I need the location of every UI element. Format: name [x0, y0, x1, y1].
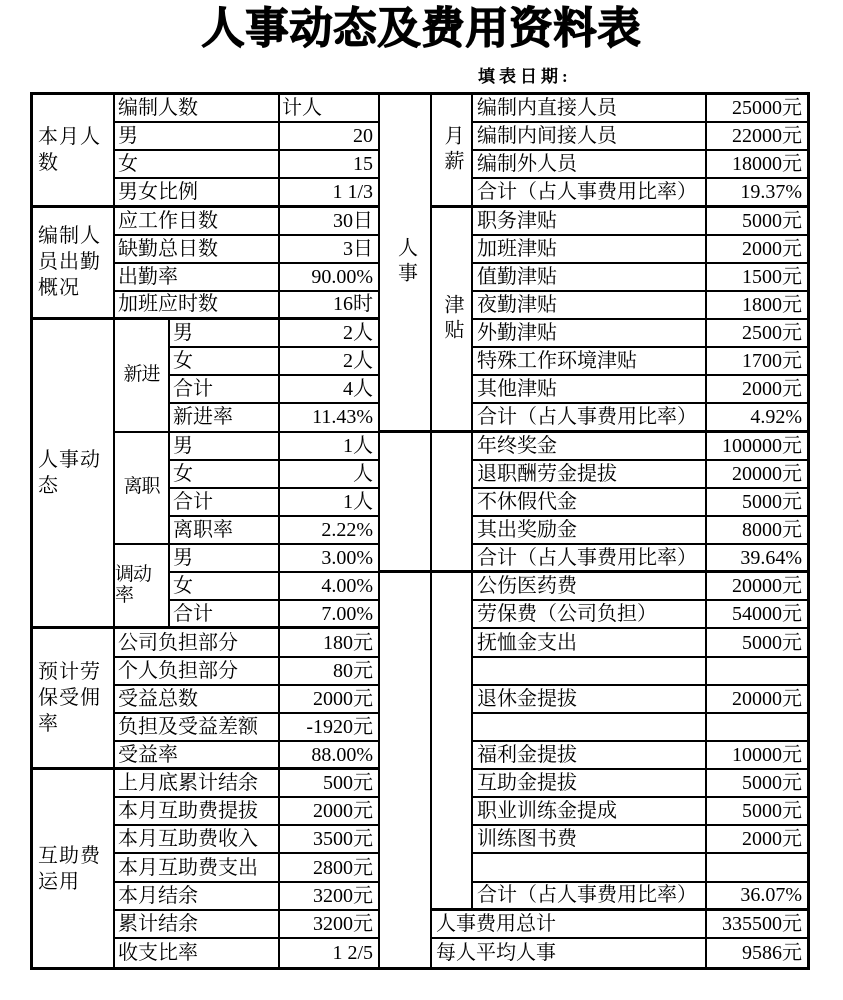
item-label: 不休假代金 [473, 489, 707, 517]
item-value: 2500元 [707, 320, 807, 348]
spine-blank-cell [380, 433, 432, 574]
item-value: 90.00% [280, 264, 380, 292]
item-label: 负担及受益差额 [115, 714, 280, 742]
item-label: 本月互助费提拔 [115, 798, 280, 826]
subsection-label: 离职 [115, 433, 170, 546]
item-label: 编制外人员 [473, 151, 707, 179]
item-label: 其他津贴 [473, 376, 707, 404]
item-value: 1人 [280, 489, 380, 517]
item-value: 39.64% [707, 545, 807, 573]
item-label: 女 [115, 151, 280, 179]
item-label: 编制内间接人员 [473, 123, 707, 151]
item-value: 1500元 [707, 264, 807, 292]
item-value: 1人 [280, 433, 380, 461]
item-value: 3.00% [280, 545, 380, 573]
item-label: 外勤津贴 [473, 320, 707, 348]
item-value: 54000元 [707, 601, 807, 629]
item-value: 80元 [280, 658, 380, 686]
blank-cell [473, 854, 707, 882]
item-label: 本月结余 [115, 883, 280, 911]
item-value: 18000元 [707, 151, 807, 179]
item-value: 25000元 [707, 95, 807, 123]
subsection-label: 调动率 [115, 545, 170, 629]
blank-cell [707, 714, 807, 742]
item-value: 5000元 [707, 798, 807, 826]
item-label: 男 [115, 123, 280, 151]
item-value: 20000元 [707, 573, 807, 601]
item-label: 互助金提拔 [473, 770, 707, 798]
blank-cell [473, 714, 707, 742]
fill-date-label: 填表日期: [478, 67, 572, 86]
item-value: 1 1/3 [280, 179, 380, 207]
item-label: 受益率 [115, 742, 280, 770]
item-value: 3日 [280, 236, 380, 264]
right-group-label: 津贴 [432, 208, 473, 433]
item-value: 5000元 [707, 770, 807, 798]
item-label: 新进率 [170, 404, 280, 432]
item-value: 4.92% [707, 404, 807, 432]
footer-value: 335500元 [707, 911, 807, 939]
item-value: 2800元 [280, 854, 380, 882]
item-value: 2人 [280, 320, 380, 348]
item-value: 4人 [280, 376, 380, 404]
item-label: 受益总数 [115, 686, 280, 714]
item-label: 公司负担部分 [115, 629, 280, 657]
subsection-label: 新进 [115, 320, 170, 433]
item-value: 30日 [280, 208, 380, 236]
item-value: 20 [280, 123, 380, 151]
item-value: 2000元 [280, 798, 380, 826]
item-label: 出勤率 [115, 264, 280, 292]
item-value: 2000元 [280, 686, 380, 714]
item-label: 合计 [170, 489, 280, 517]
item-value: 20000元 [707, 686, 807, 714]
item-value: 2000元 [707, 826, 807, 854]
blank-cell [707, 854, 807, 882]
item-value: 180元 [280, 629, 380, 657]
item-label: 其出奖励金 [473, 517, 707, 545]
item-label: 编制内直接人员 [473, 95, 707, 123]
item-value: 15 [280, 151, 380, 179]
spine-label: 人事 [380, 95, 432, 433]
right-group-blank [432, 433, 473, 574]
item-label: 抚恤金支出 [473, 629, 707, 657]
item-value: 11.43% [280, 404, 380, 432]
item-value: 100000元 [707, 433, 807, 461]
left-section-label: 本月人数 [33, 95, 115, 208]
item-value: 2.22% [280, 517, 380, 545]
item-label: 退职酬劳金提拔 [473, 461, 707, 489]
item-label: 劳保费（公司负担） [473, 601, 707, 629]
item-value: 5000元 [707, 489, 807, 517]
item-value: 22000元 [707, 123, 807, 151]
item-label: 累计结余 [115, 911, 280, 939]
item-label: 上月底累计结余 [115, 770, 280, 798]
item-value: 5000元 [707, 208, 807, 236]
left-section-label: 编制人员出勤概况 [33, 208, 115, 321]
item-value: 2000元 [707, 236, 807, 264]
right-group-label: 月薪 [432, 95, 473, 208]
item-label: 福利金提拔 [473, 742, 707, 770]
item-value: 10000元 [707, 742, 807, 770]
item-value: 人 [280, 461, 380, 489]
item-label: 男 [170, 433, 280, 461]
item-label: 合计（占人事费用比率） [473, 545, 707, 573]
item-label: 特殊工作环境津贴 [473, 348, 707, 376]
spine-blank-cell [380, 573, 432, 967]
item-label: 女 [170, 348, 280, 376]
item-label: 女 [170, 461, 280, 489]
item-label: 女 [170, 573, 280, 601]
item-value: 4.00% [280, 573, 380, 601]
item-value: 88.00% [280, 742, 380, 770]
right-group-blank [432, 573, 473, 911]
item-label: 离职率 [170, 517, 280, 545]
item-label: 合计（占人事费用比率） [473, 179, 707, 207]
item-value: 8000元 [707, 517, 807, 545]
item-label: 训练图书费 [473, 826, 707, 854]
item-value: 1 2/5 [280, 939, 380, 967]
item-label: 合计 [170, 601, 280, 629]
item-label: 收支比率 [115, 939, 280, 967]
item-value: 16时 [280, 292, 380, 320]
item-value: 36.07% [707, 883, 807, 911]
item-label: 职务津贴 [473, 208, 707, 236]
item-label: 年终奖金 [473, 433, 707, 461]
blank-cell [473, 658, 707, 686]
item-label: 本月互助费支出 [115, 854, 280, 882]
item-value: 2人 [280, 348, 380, 376]
item-label: 编制人数 [115, 95, 280, 123]
item-value: 1800元 [707, 292, 807, 320]
item-value: 2000元 [707, 376, 807, 404]
item-label: 男 [170, 320, 280, 348]
item-value: 19.37% [707, 179, 807, 207]
page-title: 人事动态及费用资料表 [201, 5, 642, 53]
left-section-label: 预计劳保受佣率 [33, 629, 115, 770]
item-value: 5000元 [707, 629, 807, 657]
item-value: 3200元 [280, 911, 380, 939]
item-label: 夜勤津贴 [473, 292, 707, 320]
item-label: 缺勤总日数 [115, 236, 280, 264]
footer-label: 每人平均人事 [432, 939, 707, 967]
item-label: 合计（占人事费用比率） [473, 404, 707, 432]
item-label: 应工作日数 [115, 208, 280, 236]
item-label: 公伤医药费 [473, 573, 707, 601]
item-label: 合计（占人事费用比率） [473, 883, 707, 911]
item-label: 合计 [170, 376, 280, 404]
item-value: 计人 [280, 95, 380, 123]
item-label: 值勤津贴 [473, 264, 707, 292]
item-value: 3200元 [280, 883, 380, 911]
item-value: 20000元 [707, 461, 807, 489]
left-section-label: 人事动态 [33, 320, 115, 629]
item-label: 男女比例 [115, 179, 280, 207]
item-value: 500元 [280, 770, 380, 798]
item-label: 职业训练金提成 [473, 798, 707, 826]
item-label: 个人负担部分 [115, 658, 280, 686]
left-section-label: 互助费运用 [33, 770, 115, 967]
personnel-table [30, 92, 810, 970]
item-label: 本月互助费收入 [115, 826, 280, 854]
item-label: 退休金提拔 [473, 686, 707, 714]
item-label: 加班应时数 [115, 292, 280, 320]
item-value: -1920元 [280, 714, 380, 742]
item-value: 7.00% [280, 601, 380, 629]
item-label: 加班津贴 [473, 236, 707, 264]
item-value: 1700元 [707, 348, 807, 376]
footer-value: 9586元 [742, 941, 802, 964]
item-label: 男 [170, 545, 280, 573]
blank-cell [707, 658, 807, 686]
footer-label: 人事费用总计 [432, 911, 707, 939]
item-value: 3500元 [280, 826, 380, 854]
